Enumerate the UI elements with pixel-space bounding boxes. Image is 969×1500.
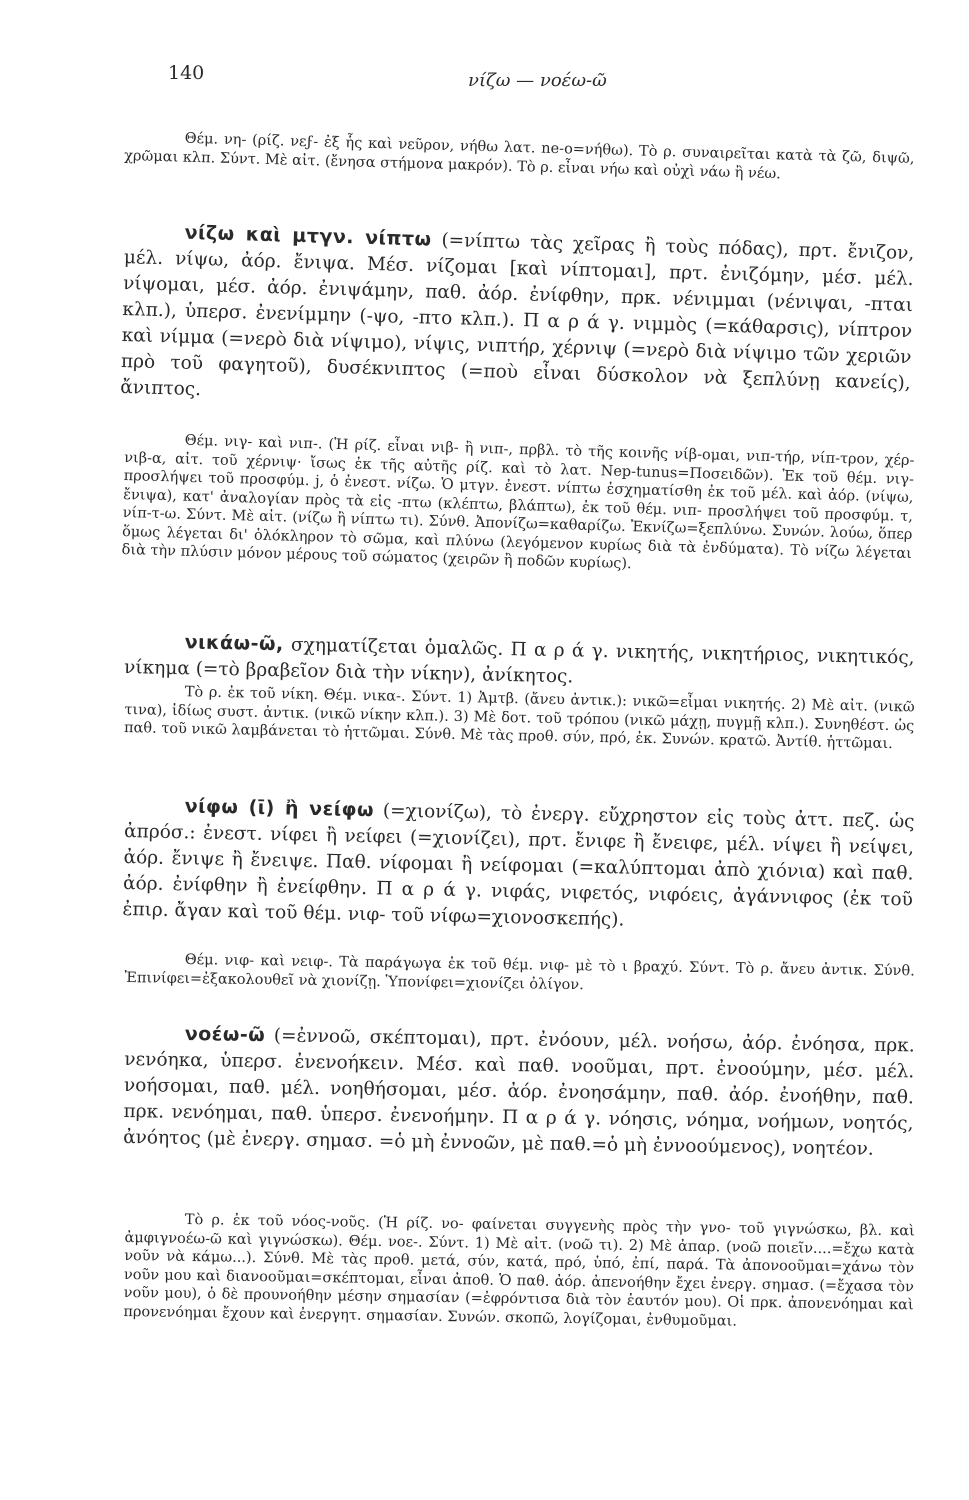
page-number: 140 [168,62,205,84]
entry-note-text: Τὸ ρ. ἐκ τοῦ νόος-νοῦς. (Ἡ ρίζ. νο- φαίνεται συγγενὴς πρὸς τὴν γνο- τοῦ γιγνώσκω, βλ. καὶ ἀμφιγνοέω-ῶ καὶ γιγνώσκω). Θέμ. νοε-. Σύντ. 1) Μὲ αἰτ. (νοῶ τι). 2) Μὲ ἀπαρ. (νοῶ ποιεῖν....=ἔχω κατὰ νοῦν νὰ κάμω...). Σύνθ. Μὲ τὰς προθ. μετά, σύν, κατά, πρό, ὑπό, ἐπί, παρά. Τὰ ἀπονοοῦμαι=χάνω τὸν νοῦν μου καὶ διανοοῦμαι=σκέπτομαι, εἶναι ἀποθ. Ὁ παθ. ἀόρ. ἀπενοήθην ἔχει ἐνεργ. σημασ. (=ἔχασα τὸν νοῦν μου), ὁ δὲ προυνοήθην μέσην σημασίαν (=ἐφρόντισα διὰ τὸν ἑαυτόν μου). Οἱ πρκ. ἀπονενόημαι καὶ προνενόημαι ἔχουν καὶ ἐνεργητ. σημασίαν. Συνών. σκοπῶ, λογίζομαι, ἐνθυμοῦμαι. [123,1211,915,1330]
entry-nizo [120,218,915,423]
entry-note-noeo [123,1210,915,1333]
entry-note-nho [124,128,915,187]
entry-note-text: Θέμ. νη- (ρίζ. νεϝ- ἐξ ἧς καὶ νεῦρον, νήθω λατ. ne-o=νήθω). Τὸ ρ. συναιρεῖται κατὰ τὰ ζῶ, διψῶ, χρῶμαι κλπ. Σύντ. Μὲ αἰτ. (ἔνησα στήμονα μακρόν). Τὸ ρ. εἶναι νήω καὶ οὐχὶ νάω ἢ νέω. [124,130,915,182]
headword: νοέω-ῶ [184,1022,266,1047]
entry-body: (=ἐννοῶ, σκέπτομαι), πρτ. ἐνόουν, μέλ. νοήσω, ἀόρ. ἐνόησα, πρκ. νενόηκα, ὑπερσ. ἐνενοήκειν. Μέσ. καὶ παθ. νοοῦμαι, πρτ. ἐνοούμην, μέσ. μέλ. νοήσομαι, παθ. μέλ. νοηθήσομαι, μέσ. ἀόρ. ἐνοησάμην, παθ. ἀόρ. ἐνοήθην, παθ. πρκ. νενόημαι, παθ. ὑπερσ. ἐνενοήμην. Π α ρ ά γ. νόησις, νόημα, νοήμων, νοητός, ἀνόητος (μὲ ἐνεργ. σημασ. =ὁ μὴ ἐννοῶν, μὲ παθ.=ὁ μὴ ἐννοούμενος), νοητέον. [122,1025,915,1160]
running-head: νίζω — νοέω-ῶ [468,70,607,91]
entry-body: (=νίπτω τὰς χεῖρας ἢ τοὺς πόδας), πρτ. ἔνιζον, μέλ. νίψω, ἀόρ. ἔνιψα. Μέσ. νίζομαι [καὶ νίπτομαι], πρτ. ἐνιζόμην, μέσ. μέλ. νίψομαι, μέσ. ἀόρ. ἐνιψάμην, παθ. ἀόρ. ἐνίφθην, πρκ. νένιμμαι (νένιψαι, -πται κλπ.), ὑπερσ. ἐνενίμμην (-ψο, -πτο κλπ.). Π α ρ ά γ. νιμμὸς (=κάθαρσις), νίπτρον καὶ νίμμα (=νερὸ διὰ νίψιμο), νίψις, νιπτήρ, χέρνιψ (=νερὸ διὰ νίψιμο τῶν χεριῶν πρὸ τοῦ φαγητοῦ), δυσέκνιπτος (=ποὺ εἶναι δύσκολον νὰ ξεπλύνῃ κανείς), ἄνιπτος. [119,229,915,401]
entry-body: (=χιονίζω), τὸ ἐνεργ. εὔχρηστον εἰς τοὺς ἀττ. πεζ. ὡς ἀπρόσ.: ἐνεστ. νίφει ἢ νείφει (=χιονίζει), πρτ. ἔνιφε ἢ ἔνειφε, μέλ. νίψει ἢ νείψει, ἀόρ. ἔνιψε ἢ ἔνειψε. Παθ. νίφομαι ἢ νείφομαι (=καλύπτομαι ἀπὸ χιόνια) καὶ παθ. ἀόρ. ἐνίφθην ἢ ἐνείφθην. Π α ρ ά γ. νιφάς, νιφετός, νιφόεις, ἀγάννιφος (ἐκ τοῦ ἐπιρ. ἄγαν καὶ τοῦ θέμ. νιφ- τοῦ νίφω=χιονοσκεπής). [122,800,915,931]
entry-note-nipho [124,950,914,999]
entry-nipho [122,792,915,940]
entry-note-nizo [121,430,914,582]
entry-note-text: Τὸ ρ. ἐκ τοῦ νίκη. Θέμ. νικα-. Σύντ. 1) Ἀμτβ. (ἄνευ ἀντικ.): νικῶ=εἶμαι νικητής. 2) Μὲ αἰτ. (νικῶ τινα), ἰδίως συστ. ἀντικ. (νικῶ νίκην κλπ.). 3) Μὲ δοτ. τοῦ τρόπου (νικῶ μάχῃ, πυγμῇ κλπ.). Συνηθέστ. ὡς παθ. τοῦ νικῶ λαμβάνεται τὸ ἡττῶμαι. Σύνθ. Μὲ τὰς προθ. σύν, πρό, ἐκ. Συνών. κρατῶ. Ἀντίθ. ἡττῶμαι. [123,684,915,753]
entry-note-text: Θέμ. νιγ- καὶ νιπ-. (Ἡ ρίζ. εἶναι νιβ- ἢ νιπ-, πρβλ. τὸ τῆς κοινῆς νίβ-ομαι, νιπ-τήρ, νίπ-τρον, χέρ-νιβ-α, αἰτ. τοῦ χέρνιψ· ἴσως ἐκ τῆς αὐτῆς ρίζ. καὶ τὸ λατ. Nep-tunus=Ποσειδῶν). Ἐκ τοῦ θέμ. νιγ- προσλήψει τοῦ προσφύμ. j, ὁ ἐνεστ. νίζω. Ὁ μτγν. ἐνεστ. νίπτω ἐσχηματίσθη ἐκ τοῦ μέλ. καὶ ἀόρ. (νίψω, ἔνιψα), κατ' ἀναλογίαν πρὸς τὰ εἰς -πτω (κλέπτω, βλάπτω), ἐκ τοῦ θέμ. νιπ- προσλήψει τοῦ προσφύμ. τ, νίπ-τ-ω. Σύντ. Μὲ αἰτ. (νίζω ἢ νίπτω τι). Σύνθ. Ἀπονίζω=καθαρίζω. Ἐκνίζω=ξεπλύνω. Συνών. λούω, ὅπερ ὅμως λέγεται δι' ὁλόκληρον τὸ σῶμα, καὶ πλύνω (λεγόμενον κυρίως διὰ τὰ ἐνδύματα). Τὸ νίζω λέγεται διὰ τὴν πλύσιν μόνον μέρους τοῦ σώματος (χειρῶν ἢ ποδῶν κυρίως). [121,432,915,573]
headword: νίφω (ῑ) ἢ νείφω [184,795,375,822]
entry-body: σχηματίζεται ὁμαλῶς. Π α ρ ά γ. νικητής, νικητήριος, νικητικός, νίκημα (=τὸ βραβεῖον διὰ τὴν νίκην), ἀνίκητος. [123,634,915,688]
headword: νίζω καὶ μτγν. νίπτω [184,221,432,251]
entry-note-text: Θέμ. νιφ- καὶ νειφ-. Τὰ παράγωγα ἐκ τοῦ θέμ. νιφ- μὲ τὸ ι βραχύ. Σύντ. Τὸ ρ. ἄνευ ἀντικ. Σύνθ. Ἐπινίφει=ἐξακολουθεῖ νὰ χιονίζῃ. Ὑπονίφει=χιονίζει ὀλίγον. [124,951,915,993]
headword: νικάω-ῶ, [184,631,284,656]
entry-noeo [123,1020,915,1163]
